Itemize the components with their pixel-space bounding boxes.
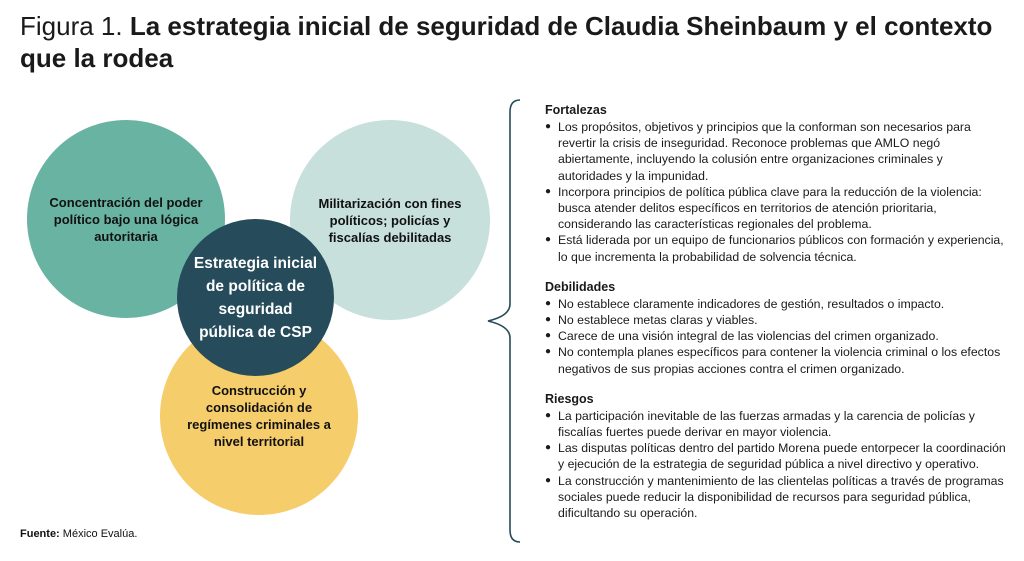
assessment-panel (545, 102, 1010, 521)
section-heading: Debilidades (545, 279, 616, 294)
figure-title-text: La estrategia inicial de seguridad de Claudia Sheinbaum y el contexto que la rodea (20, 11, 993, 73)
list-item: ● Las disputas políticas dentro del partido Morena puede entorpecer la coordinación y ejecución de la estrategia de seguridad pública a nivel directivo y operativo. (545, 440, 1010, 472)
section-heading: Riesgos (545, 391, 594, 406)
figure-title (20, 10, 1010, 74)
list-item: ● No contempla planes específicos para contener la violencia criminal o los efectos negativos de sus propias acciones contra el crimen organizado. (545, 344, 1010, 376)
source-label: Fuente: (20, 528, 60, 540)
curly-brace (480, 98, 530, 544)
list-item: ● No establece metas claras y viables. (545, 312, 1010, 328)
bullet-list (545, 408, 1010, 521)
source-text: México Evalúa. (62, 528, 138, 540)
bullet-list (545, 119, 1010, 265)
circle-militarization: Militarización con fines políticos; policías y fiscalías debilitadas (290, 120, 490, 320)
source-note (20, 528, 137, 540)
list-item: ● La construcción y mantenimiento de las clientelas políticas a través de programas sociales puede reducir la disponibilidad de recursos para seguridad pública, dificultando su operación. (545, 473, 1010, 522)
section-weaknesses (545, 279, 1010, 377)
section-risks (545, 391, 1010, 521)
bullet-list (545, 296, 1010, 377)
list-item: ● Los propósitos, objetivos y principios que la conforman son necesarios para revertir la crisis de inseguridad. Reconoce problemas que AMLO negó abiertamente, incluyendo la colusión entre organizaciones criminales y autoridades y la impunidad. (545, 119, 1010, 184)
list-item: ● Incorpora principios de política pública clave para la reducción de la violencia: busca atender delitos específicos en territorios de atención prioritaria, considerando las características regionales del problema. (545, 184, 1010, 233)
figure-number: Figura 1. (20, 11, 123, 41)
circle-power-concentration: Concentración del poder político bajo una lógica autoritaria (27, 120, 225, 318)
list-item: ● La participación inevitable de las fuerzas armadas y la carencia de policías y fiscalías fuertes puede derivar en mayor violencia. (545, 408, 1010, 440)
list-item: ● Carece de una visión integral de las violencias del crimen organizado. (545, 328, 1010, 344)
section-heading: Fortalezas (545, 103, 607, 117)
circle-security-strategy: Estrategia inicial de política de seguridad pública de CSP (177, 219, 334, 376)
list-item: ● No establece claramente indicadores de gestión, resultados o impacto. (545, 296, 1010, 312)
circle-criminal-regimes: Construcción y consolidación de regímenes criminales a nivel territorial (160, 317, 358, 515)
section-strengths (545, 102, 1010, 265)
list-item: ● Está liderada por un equipo de funcionarios públicos con formación y experiencia, lo que incrementa la probabilidad de solvencia técnica. (545, 232, 1010, 264)
